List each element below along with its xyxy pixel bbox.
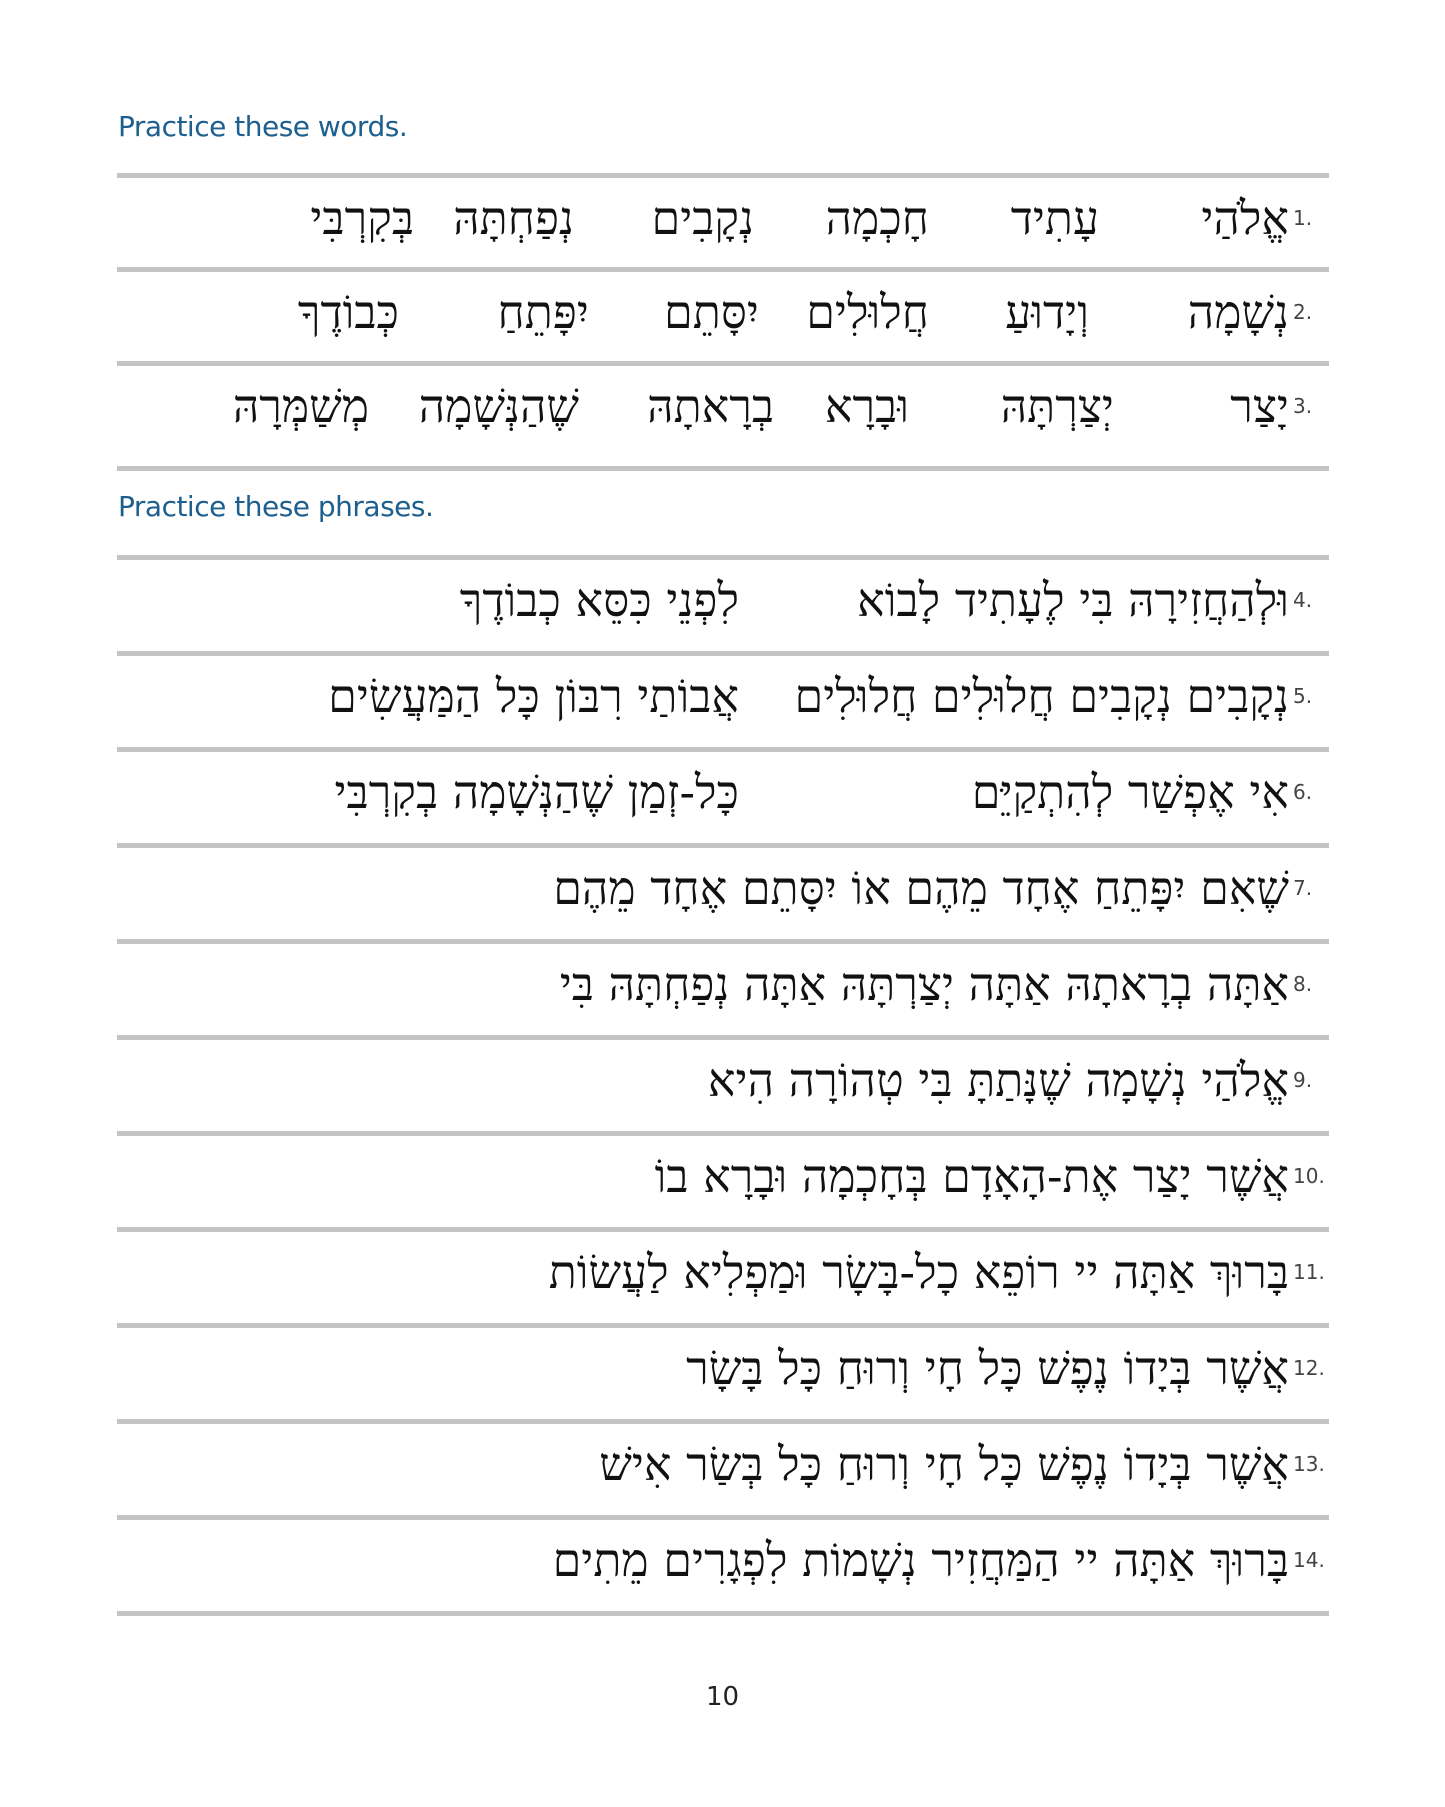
phrase-row [117, 1232, 1329, 1322]
hebrew-word: וּבָרָא [824, 379, 909, 433]
hebrew-phrase-second: אֲבוֹתַי רִבּוֹן כָּל הַמַּעֲשִׂים [328, 669, 739, 723]
phrase-row [117, 560, 1329, 650]
hebrew-word: יִסָּתֵם [664, 285, 759, 339]
hebrew-word: נְשָׁמָה [1187, 285, 1289, 339]
hebrew-word: כְּבוֹדֶךָ [297, 285, 399, 339]
hebrew-word: יָצַר [1230, 379, 1289, 433]
words-heading: Practice these words. [118, 110, 408, 143]
word-row [117, 366, 1329, 456]
hebrew-word: אֱלֹהַי [1201, 191, 1289, 245]
phrase-row [117, 1520, 1329, 1610]
hebrew-word: יִפָּתֵחַ [497, 285, 589, 339]
hebrew-word: חָכְמָה [825, 191, 929, 245]
hebrew-phrase: אַתָּה בְרָאתָהּ אַתָּה יְצַרְתָּהּ אַתָּה נְפַחְתָּהּ בִּי [559, 957, 1289, 1011]
hebrew-word: נְפַחְתָּהּ [453, 191, 574, 245]
row-number: 8. [1293, 972, 1313, 996]
row-number: 3. [1293, 394, 1313, 418]
hebrew-word: נְקָבִים [651, 191, 754, 245]
phrase-row [117, 1040, 1329, 1130]
row-divider [117, 466, 1329, 471]
phrases-heading: Practice these phrases. [118, 490, 434, 523]
row-number: 13. [1293, 1452, 1325, 1476]
row-number: 2. [1293, 300, 1313, 324]
word-row [117, 272, 1329, 362]
row-number: 5. [1293, 684, 1313, 708]
hebrew-word: מְשַׁמְּרָהּ [232, 379, 369, 433]
phrase-row [117, 944, 1329, 1034]
hebrew-phrase-second: כָּל-זְמַן שֶׁהַנְּשָׁמָה בְקִרְבִּי [334, 765, 739, 819]
hebrew-word: עָתִיד [1010, 191, 1099, 245]
row-number: 7. [1293, 876, 1313, 900]
row-number: 1. [1293, 206, 1313, 230]
phrase-row [117, 1136, 1329, 1226]
row-number: 9. [1293, 1068, 1313, 1092]
hebrew-phrase: בָּרוּךְ אַתָּה יי רוֹפֵא כָל-בָּשָׂר וּמַפְלִיא לַעֲשׂוֹת [548, 1245, 1289, 1299]
hebrew-word: בְּקִרְבִּי [310, 191, 414, 245]
phrase-row [117, 1328, 1329, 1418]
hebrew-word: שֶׁהַנְּשָׁמָה [418, 379, 579, 433]
phrase-row [117, 752, 1329, 842]
row-number: 4. [1293, 588, 1313, 612]
page-number: 10 [705, 1682, 740, 1712]
hebrew-phrase-second: לִפְנֵי כִּסֵּא כְבוֹדֶךָ [459, 573, 739, 627]
hebrew-phrase: אִי אֶפְשַׁר לְהִתְקַיֵּם [971, 765, 1289, 819]
hebrew-phrase: אֲשֶׁר יָצַר אֶת-הָאָדָם בְּחָכְמָה וּבָרָא בוֹ [654, 1149, 1289, 1203]
word-row [117, 178, 1329, 268]
row-number: 10. [1293, 1164, 1325, 1188]
phrase-row [117, 848, 1329, 938]
hebrew-phrase: אֲשֶׁר בְּיָדוֹ נֶפֶשׁ כָּל חָי וְרוּחַ כָּל בְּשַׂר אִישׁ [599, 1437, 1289, 1491]
hebrew-word: וְיָדוּעַ [1005, 285, 1089, 339]
phrase-row [117, 656, 1329, 746]
hebrew-word: חֲלוּלִים [806, 285, 929, 339]
row-number: 6. [1293, 780, 1313, 804]
hebrew-word: יְצַרְתָּהּ [1000, 379, 1114, 433]
row-divider [117, 1611, 1329, 1616]
row-number: 12. [1293, 1356, 1325, 1380]
row-number: 14. [1293, 1548, 1325, 1572]
row-number: 11. [1293, 1260, 1325, 1284]
hebrew-phrase: שֶׁאִם יִפָּתֵחַ אֶחָד מֵהֶם אוֹ יִסָּתֵם אֶחָד מֵהֶם [553, 861, 1289, 915]
hebrew-phrase: וּלְהַחֲזִירָהּ בִּי לֶעָתִיד לָבוֹא [857, 573, 1289, 627]
hebrew-phrase: אֲשֶׁר בְּיָדוֹ נֶפֶשׁ כָּל חָי וְרוּחַ כָּל בָּשָׂר [686, 1341, 1289, 1395]
hebrew-phrase: בָּרוּךְ אַתָּה יי הַמַּחֲזִיר נְשָׁמוֹת לִפְגָרִים מֵתִים [552, 1533, 1289, 1587]
hebrew-phrase: אֱלֹהַי נְשָׁמָה שֶׁנָּתַתָּ בִּי טְהוֹרָה הִיא [707, 1053, 1289, 1107]
phrase-row [117, 1424, 1329, 1514]
hebrew-word: בְרָאתָהּ [647, 379, 774, 433]
hebrew-phrase: נְקָבִים נְקָבִים חֲלוּלִים חֲלוּלִים [794, 669, 1289, 723]
